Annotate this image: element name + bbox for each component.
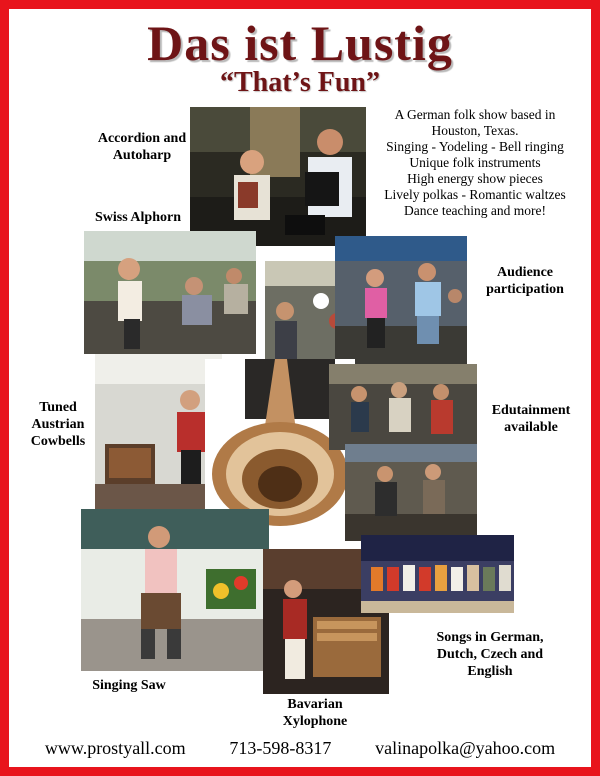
edutainment-label: Edutainment available: [491, 403, 571, 435]
saw-label: Singing Saw: [92, 678, 166, 693]
description-line: High energy show pieces: [407, 171, 543, 186]
contact-footer: [9, 737, 591, 759]
xylophone-label: Bavarian Xylophone: [282, 697, 348, 729]
audience-label: Audience participation: [486, 265, 564, 297]
audience-participation-photo: [335, 236, 467, 366]
flyer-title: Das ist Lustig: [147, 15, 453, 71]
edutainment-photo: [329, 364, 477, 450]
description-line: Dance teaching and more!: [403, 203, 547, 218]
description-line: Lively polkas - Romantic waltzes: [384, 187, 566, 202]
website-link[interactable]: www.prostyall.com: [44, 738, 186, 758]
alphorn-label: Swiss Alphorn: [95, 210, 181, 225]
alphorn-crowd-photo: [84, 231, 256, 354]
description-line: A German folk show based in: [394, 107, 556, 122]
email-link[interactable]: valinapolka@yahoo.com: [375, 738, 556, 758]
dancing-crowd-photo: [345, 444, 477, 541]
singing-saw-photo: [81, 509, 269, 671]
singers-group-photo: [361, 535, 514, 613]
cowbells-label: Tuned Austrian Cowbells: [30, 400, 86, 449]
songs-label: Songs in German, Dutch, Czech and English: [436, 630, 544, 679]
phone-number: 713-598-8317: [229, 738, 332, 758]
accordion-autoharp-photo: [190, 107, 366, 246]
flyer-page: [9, 9, 591, 767]
show-description: [368, 107, 582, 219]
flyer-subtitle: “That’s Fun”: [219, 67, 380, 98]
description-line: Houston, Texas.: [431, 123, 519, 138]
accordion-label: Accordion and Autoharp: [97, 131, 187, 163]
cowbells-photo: [95, 354, 222, 515]
description-line: Unique folk instruments: [409, 155, 541, 170]
description-line: Singing - Yodeling - Bell ringing: [386, 139, 564, 154]
